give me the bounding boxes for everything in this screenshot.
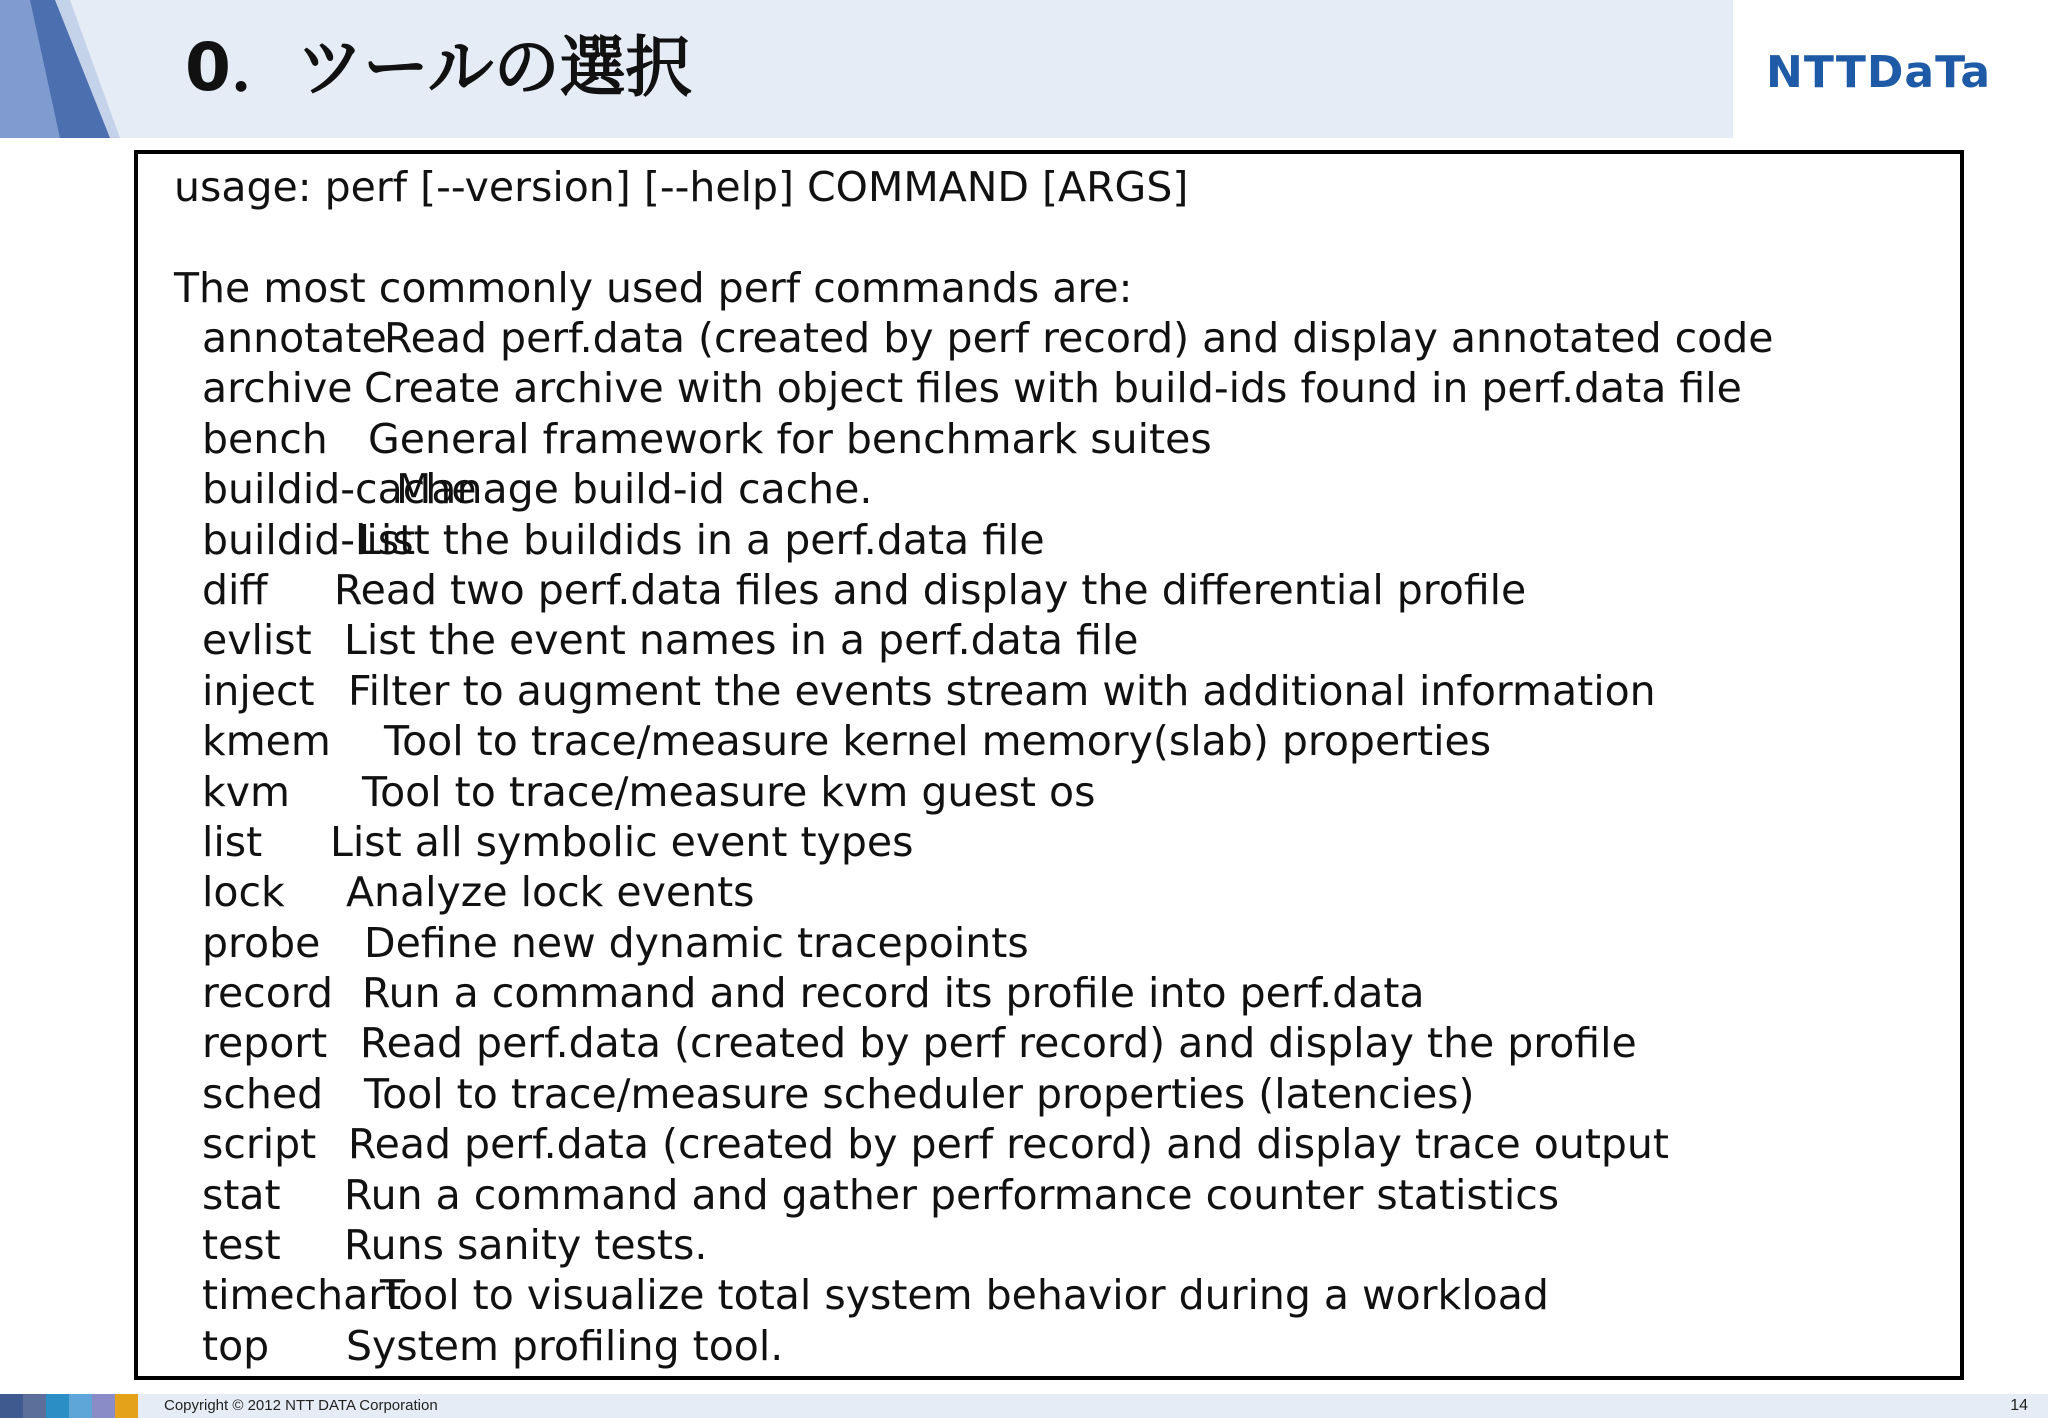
command-description: List all symbolic event types <box>330 817 914 866</box>
perf-help-output <box>134 150 1964 1380</box>
command-description: Analyze lock events <box>346 868 755 917</box>
command-description: Read perf.data (created by perf record) and display trace output <box>348 1120 1669 1169</box>
command-name: timechart <box>202 1271 402 1320</box>
command-description: System profiling tool. <box>346 1321 784 1370</box>
command-name: lock <box>202 868 285 917</box>
command-row <box>138 918 1960 968</box>
corner-graphic-icon <box>0 0 140 138</box>
slide-footer <box>0 1394 2048 1418</box>
command-description: Run a command and record its profile into perf.data <box>362 969 1425 1018</box>
command-name: stat <box>202 1170 281 1219</box>
command-row <box>138 414 1960 464</box>
command-row <box>138 666 1960 716</box>
footer-swatch <box>115 1394 138 1418</box>
footer-swatch <box>46 1394 69 1418</box>
command-name: list <box>202 817 263 866</box>
slide-header <box>0 0 2048 138</box>
command-row <box>138 867 1960 917</box>
command-name: test <box>202 1221 281 1270</box>
page-number: 14 <box>2010 1397 2028 1414</box>
command-name: archive <box>202 364 353 413</box>
usage-line: usage: perf [--version] [--help] COMMAND [ARGS] <box>174 163 1189 211</box>
command-description: Tool to trace/measure kvm guest os <box>362 767 1096 816</box>
footer-swatch <box>0 1394 23 1418</box>
command-name: buildid-list <box>202 515 416 564</box>
command-name: kvm <box>202 767 290 816</box>
command-row <box>138 1321 1960 1371</box>
command-description: Read perf.data (created by perf record) and display annotated code <box>384 314 1774 362</box>
command-name: annotate <box>202 314 387 362</box>
command-name: sched <box>202 1069 324 1118</box>
command-description: Read two perf.data files and display the differential profile <box>334 565 1527 614</box>
command-name: record <box>202 969 333 1018</box>
command-name: buildid-cache <box>202 465 477 514</box>
command-name: probe <box>202 918 321 967</box>
command-name: bench <box>202 414 328 463</box>
command-row <box>138 1069 1960 1119</box>
command-row <box>138 515 1960 565</box>
company-logo: NTTDaTa <box>1766 47 1992 98</box>
command-description: Filter to augment the events stream with additional information <box>348 666 1656 715</box>
command-row <box>138 1119 1960 1169</box>
command-description: List the event names in a perf.data file <box>344 616 1139 665</box>
command-row <box>138 1170 1960 1220</box>
command-row <box>138 615 1960 665</box>
command-name: kmem <box>202 717 331 766</box>
command-name: top <box>202 1321 270 1370</box>
command-row <box>138 565 1960 615</box>
command-description: Tool to visualize total system behavior during a workload <box>380 1271 1549 1320</box>
command-row <box>138 1270 1960 1320</box>
intro-line: The most commonly used perf commands are: <box>174 264 1133 312</box>
command-name: diff <box>202 565 268 614</box>
command-row <box>138 968 1960 1018</box>
footer-swatch <box>69 1394 92 1418</box>
command-description: General framework for benchmark suites <box>368 414 1212 463</box>
footer-swatch <box>92 1394 115 1418</box>
command-name: script <box>202 1120 317 1169</box>
corner-decoration <box>0 0 140 138</box>
command-name: evlist <box>202 616 312 665</box>
footer-swatch <box>23 1394 46 1418</box>
command-row <box>138 1220 1960 1270</box>
command-row <box>138 767 1960 817</box>
command-row <box>138 1018 1960 1068</box>
command-list <box>138 313 1960 1371</box>
command-row <box>138 817 1960 867</box>
command-row <box>138 464 1960 514</box>
command-name: inject <box>202 666 315 715</box>
command-description: Tool to trace/measure kernel memory(slab) properties <box>384 717 1492 766</box>
command-description: Run a command and gather performance counter statistics <box>344 1170 1560 1219</box>
copyright-text: Copyright © 2012 NTT DATA Corporation <box>164 1397 438 1414</box>
command-description: Create archive with object files with build-ids found in perf.data file <box>364 364 1742 413</box>
command-description: Define new dynamic tracepoints <box>364 918 1029 967</box>
command-description: List the buildids in a perf.data file <box>358 515 1045 564</box>
slide-title: 0．ツールの選択 <box>185 29 692 106</box>
command-name: report <box>202 1019 328 1068</box>
command-row <box>138 313 1960 363</box>
command-description: Manage build-id cache. <box>396 465 873 514</box>
command-description: Tool to trace/measure scheduler properties (latencies) <box>364 1069 1475 1118</box>
command-row <box>138 363 1960 413</box>
command-description: Read perf.data (created by perf record) and display the profile <box>360 1019 1637 1068</box>
footer-color-bar <box>0 1394 138 1418</box>
command-description: Runs sanity tests. <box>344 1221 708 1270</box>
command-row <box>138 716 1960 766</box>
